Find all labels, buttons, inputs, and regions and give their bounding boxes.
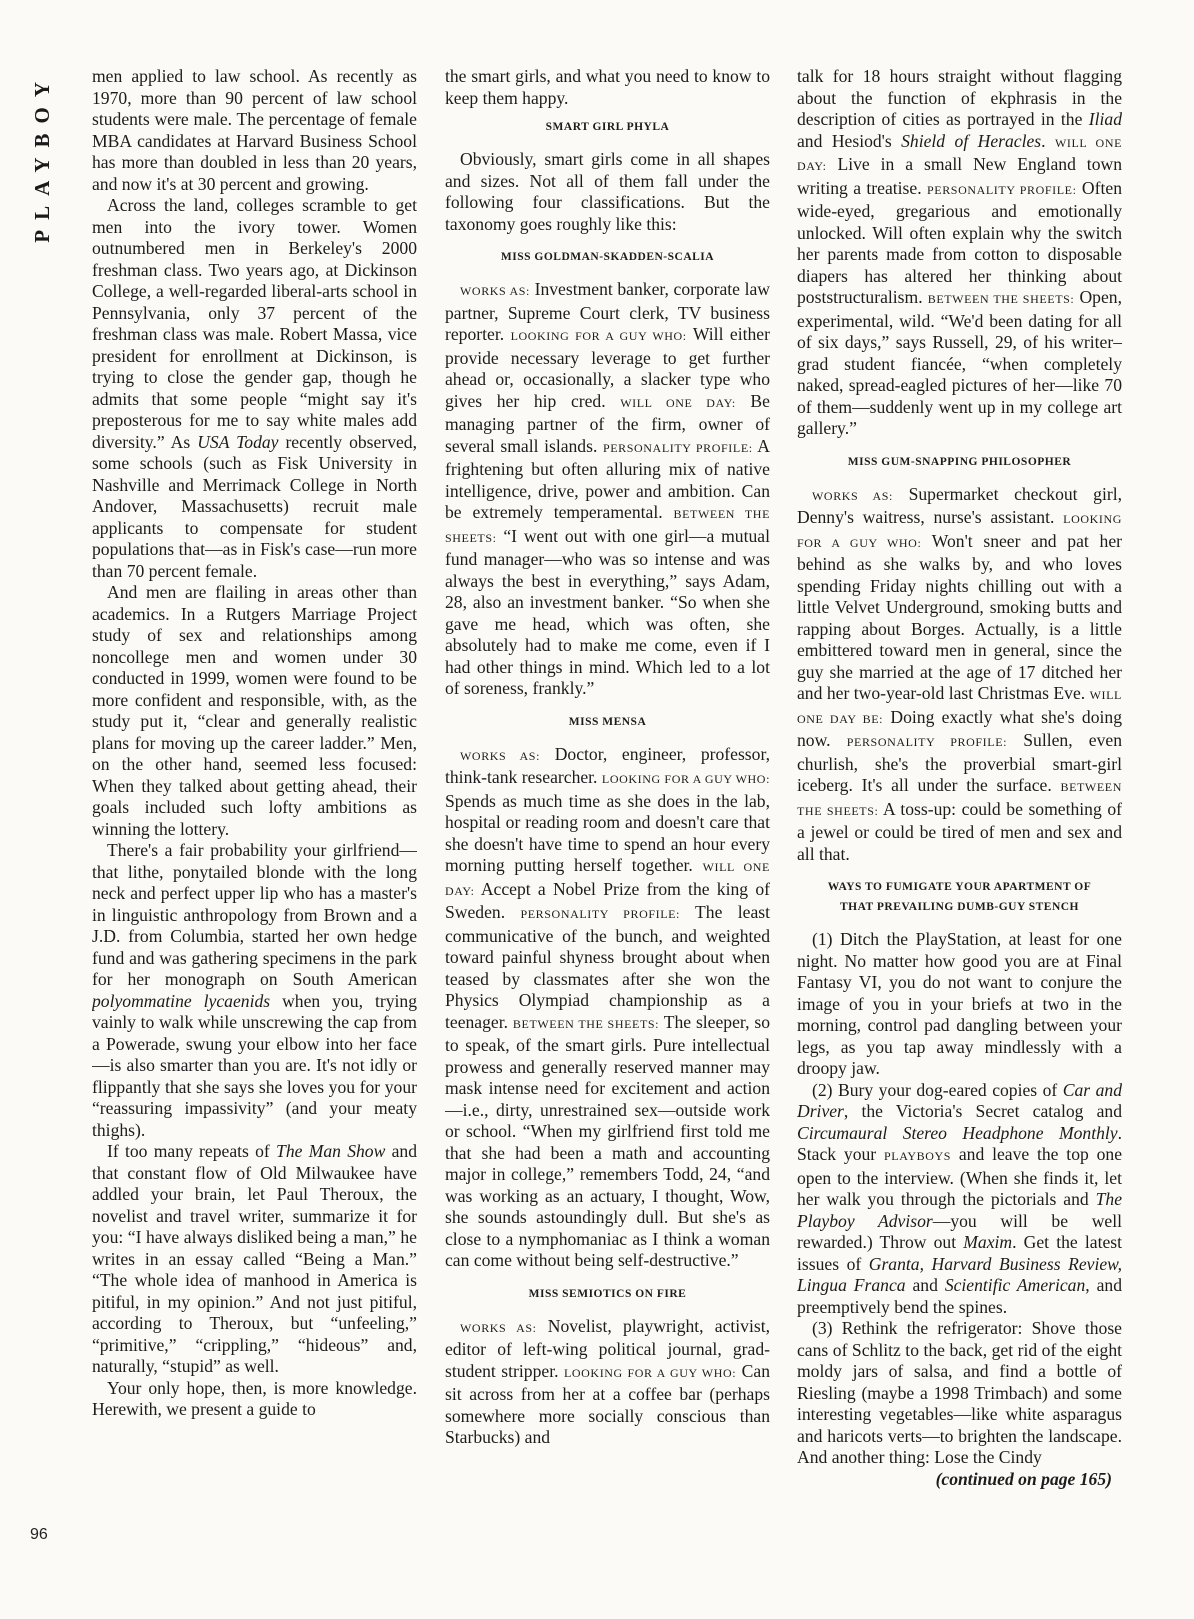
paragraph: men applied to law school. As recently as 1970, more than 90 percent of law school students were male. The percentage of female MBA candidates at Harvard Business School has more than doubled in less than 20 years, and now it's at 30 percent and growing. bbox=[92, 66, 417, 194]
show-title: The Man Show bbox=[276, 1141, 386, 1161]
continued-note: (continued on page 165) bbox=[935, 1468, 1112, 1489]
column-2 bbox=[445, 66, 770, 1551]
tip-3: (3) Rethink the refrigerator: Shove those cans of Schlitz to the back, get rid of the eight moldy jars of salsa, and find a bottle of Riesling (maybe a 1998 Trimbach) and some interesting vegetables—like white asparagus and haricots verts—to brighten the landscape. And another thing: Lose the Cindy bbox=[797, 1318, 1122, 1467]
section-heading: MISS SEMIOTICS ON FIRE bbox=[528, 1287, 687, 1300]
profile-mensa: WORKS AS: Doctor, engineer, professor, think-tank researcher. LOOKING FOR A GUY WHO: Spends as much time as she does in the lab, hospital or reading room and doesn't care that she doesn't have time to spend an hour every morning putting herself together. WILL ONE DAY: Accept a Nobel Prize from the king of Sweden. PERSONALITY PROFILE: The least communicative of the bunch, and weighted toward painful shyness brought about when teased by classmates after she won the Physics Olympiad championship as a teenager. BETWEEN THE SHEETS: The sleeper, so to speak, of the smart girls. Pure intellectual prowess and generally reserved manner may mask intense need for excitement and action—i.e., dirty, unrestrained sex—outside work or school. “When my girlfriend first told me that she had been a math and accounting major in college,” remembers Todd, 24, “and was working as an actuary, I thought, Wow, she sounds astoundingly dull. But she's as close to a nymphomaniac as I think a woman can come without being self-destructive.” bbox=[445, 743, 770, 1270]
section-heading: MISS MENSA bbox=[568, 715, 647, 728]
publication-title: USA Today bbox=[197, 431, 279, 452]
page-number: 96 bbox=[30, 1526, 48, 1543]
section-heading: WAYS TO FUMIGATE YOUR APARTMENT OF THAT PREVAILING DUMB-GUY STENCH bbox=[827, 881, 1092, 913]
paragraph: the smart girls, and what you need to know to keep them happy. bbox=[445, 66, 770, 108]
section-heading: MISS GUM-SNAPPING PHILOSOPHER bbox=[847, 455, 1072, 468]
profile-semiotics-continued: talk for 18 hours straight without flagging about the function of ekphrasis in the description of cities as portrayed in the Iliad and Hesiod's Shield of Heracles. WILL ONE DAY: Live in a small New England town writing a treatise. PERSONALITY PROFILE: Often wide-eyed, gregarious and emotionally unlocked. Will often explain why the switch her parents made from cotton to disposable diapers has altered her thinking about poststructuralism. BETWEEN THE SHEETS: Open, experimental, wild. “We'd been dating for all of six days,” says Russell, 29, of his writer–grad student fiancée, “when completely naked, spread-eagled pictures of her—like 70 of them—suddenly went up in my college art gallery.” bbox=[797, 66, 1122, 438]
profile-semiotics: WORKS AS: Novelist, playwright, activist, editor of left-wing political journal, grad-student stripper. LOOKING FOR A GUY WHO: Can sit across from her at a coffee bar (perhaps somewhere more socially conscious than Starbucks) and bbox=[445, 1315, 770, 1447]
column-1 bbox=[92, 66, 417, 1551]
masthead-vertical: PLAYBOY bbox=[30, 72, 54, 243]
profile-gum-snapping: WORKS AS: Supermarket checkout girl, Denny's waitress, nurse's assistant. LOOKING FOR A GUY WHO: Won't sneer and pat her behind as she walks by, and who loves spending Friday nights chilling out with a little Velvet Underground, smoking butts and rapping about Borges. Actually, is a little embittered toward men in general, since the guy she married at the age of 17 ditched her and her two-year-old last Christmas Eve. WILL ONE DAY BE: Doing exactly what she's doing now. PERSONALITY PROFILE: Sullen, even churlish, she's the proverbial smart-girl iceberg. It's all under the surface. BETWEEN THE SHEETS: A toss-up: could be something of a jewel or could be tired of men and sex and all that. bbox=[797, 483, 1122, 864]
paragraph: Across the land, colleges scramble to get men into the ivory tower. Women outnumbered men in Berkeley's 2000 freshman class. Two years ago, at Dickinson College, a well-regarded liberal-arts school in Pennsylvania, only 37 percent of the freshman class was male. Robert Massa, vice president for enrollment at Dickinson, is trying to close the gender gap, though he admits that some people “might say it's preposterous for me to say white males add diversity.” As USA Today recently observed, some schools (such as Fisk University in Nashville and Merrimack College in North Andover, Massachusetts) recruit male applicants to compensate for student populations that—as in Fisk's case—run more than 70 percent female. bbox=[92, 195, 417, 581]
section-heading: MISS GOLDMAN-SKADDEN-SCALIA bbox=[500, 251, 715, 263]
tip-2: (2) Bury your dog-eared copies of Car and Driver, the Victoria's Secret catalog and Circumaural Stereo Headphone Monthly. Stack your PLAYBOYS and leave the top one open to the interview. (When she finds it, let her walk you through the pictorials and The Playboy Advisor—you will be well rewarded.) Throw out Maxim. Get the latest issues of Granta, Harvard Business Review, Lingua Franca and Scientific American, and preemptively bend the spines. bbox=[797, 1079, 1122, 1317]
section-heading: SMART GIRL PHYLA bbox=[545, 121, 670, 133]
species-name: polyommatine lycaenids bbox=[92, 990, 271, 1011]
paragraph: And men are flailing in areas other than academics. In a Rutgers Marriage Project study of sex and relationships among noncollege men and women under 30 conducted in 1999, women were found to be more confident and responsible, with, as the study put it, “clear and generally realistic plans for moving up the career ladder.” Men, on the other hand, seemed less focused: When they talked about getting ahead, their goals included such lofty ambitions as winning the lottery. bbox=[92, 582, 417, 839]
tip-1: (1) Ditch the PlayStation, at least for one night. No matter how good you are at Final Fantasy VI, you do not want to conjure the image of you in your briefs at two in the morning, control pad dangling between your legs, as you tap away mindlessly with a droopy jaw. bbox=[797, 929, 1122, 1078]
profile-goldman: WORKS AS: Investment banker, corporate law partner, Supreme Court clerk, TV business reporter. LOOKING FOR A GUY WHO: Will either provide necessary leverage to get further ahead or, occasionally, a slacker type who gives her hip cred. WILL ONE DAY: Be managing partner of the firm, owner of several small islands. PERSONALITY PROFILE: A frightening but often alluring mix of native intelligence, drive, power and ambition. Can be extremely temperamental. BETWEEN THE SHEETS: “I went out with one girl—a mutual fund manager—who was so intense and was always the best in everything,” says Adam, 28, also an investment banker. “So when she gave me head, which was often, she absolutely had to make me come, even if I had other things in mind. Which led to a lot of soreness, frankly.” bbox=[445, 279, 770, 698]
paragraph: Your only hope, then, is more knowledge. Herewith, we present a guide to bbox=[92, 1377, 417, 1419]
paragraph: Obviously, smart girls come in all shapes and sizes. Not all of them fall under the following four classifications. But the taxonomy goes roughly like this: bbox=[445, 149, 770, 234]
paragraph: There's a fair probability your girlfriend—that lithe, ponytailed blonde with the long neck and perfect upper lip who has a master's in linguistic anthropology from Brown and a J.D. from Columbia, started her own hedge fund and was gathering specimens in the park for her monograph on South American polyommatine lycaenids when you, trying vainly to walk while unscrewing the cap from a Powerade, swung your elbow into her face—is also smarter than you are. It's not idly or flippantly that she says she loves you for your “reassuring impassivity” (and your meaty thighs). bbox=[92, 840, 417, 1140]
column-3 bbox=[797, 66, 1122, 1551]
paragraph: If too many repeats of The Man Show and that constant flow of Old Milwaukee have addled your brain, let Paul Theroux, the novelist and travel writer, summarize it for you: “I have always disliked being a man,” he writes in an essay called “Being a Man.” “The whole idea of manhood in America is pitiful, in my opinion.” And not just pitiful, according to Theroux, but “unfeeling,” “primitive,” “crippling,” “hideous” and, naturally, “stupid” as well. bbox=[92, 1141, 417, 1376]
